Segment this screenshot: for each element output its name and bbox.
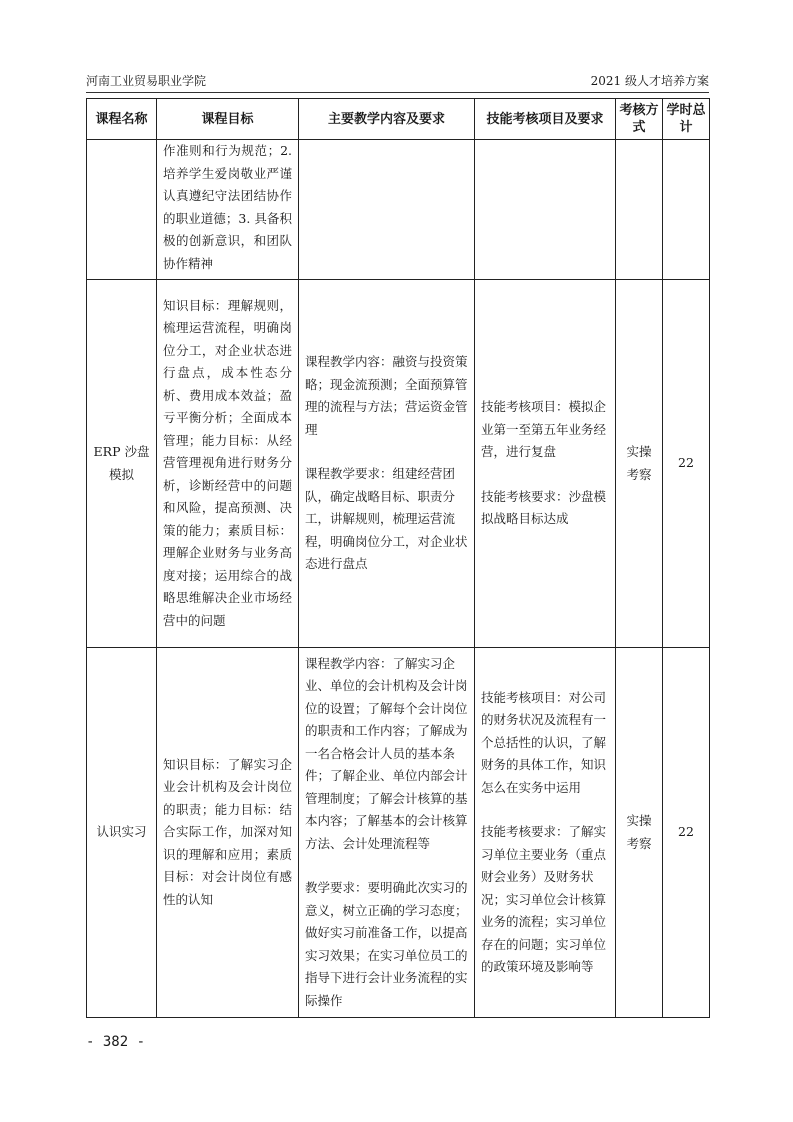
col-header-course-goal: 课程目标 xyxy=(157,99,299,140)
skill-requirement-paragraph: 技能考核要求：了解实习单位主要业务（重点财会业务）及财务状况；实习单位会计核算业务的流程；实习单位存在的问题；实习单位的政策环境及影响等 xyxy=(481,824,607,974)
course-name-cell: 认识实习 xyxy=(87,648,157,1018)
teaching-content-cell xyxy=(299,648,475,1018)
col-header-skill-assessment: 技能考核项目及要求 xyxy=(475,99,616,140)
course-name-cell xyxy=(87,140,157,280)
skill-assessment-cell xyxy=(475,280,616,648)
total-hours-cell: 22 xyxy=(663,280,710,648)
teaching-requirement-paragraph: 教学要求：要明确此次实习的意义，树立正确的学习态度；做好实习前准备工作，以提高实习效果；在实习单位员工的指导下进行会计业务流程的实际操作 xyxy=(305,880,468,1008)
table-row xyxy=(87,280,710,648)
skill-assessment-cell xyxy=(475,648,616,1018)
table-row xyxy=(87,648,710,1018)
col-header-assessment-method: 考核方式 xyxy=(616,99,663,140)
col-header-total-hours: 学时总计 xyxy=(663,99,710,140)
table-row xyxy=(87,140,710,280)
teaching-content-paragraph: 课程教学内容：融资与投资策略；现金流预测；全面预算管理的流程与方法；营运资金管理 xyxy=(305,354,468,437)
page-header xyxy=(86,72,709,93)
skill-item-paragraph: 技能考核项目：对公司的财务状况及流程有一个总括性的认识，了解财务的具体工作，知识怎么在实务中运用 xyxy=(481,689,607,795)
page-number: - 382 - xyxy=(86,1034,146,1050)
teaching-content-paragraph: 课程教学内容：了解实习企业、单位的会计机构及会计岗位的设置；了解每个会计岗位的职责和工作内容；了解成为一名合格会计人员的基本条件；了解企业、单位内部会计管理制度；了解会计核算的基本内容；了解基本的会计核算方法、会计处理流程等 xyxy=(305,655,468,851)
skill-assessment-cell xyxy=(475,140,616,280)
header-plan-title: 2021 级人才培养方案 xyxy=(590,74,709,88)
col-header-teaching-content: 主要教学内容及要求 xyxy=(299,99,475,140)
total-hours-cell xyxy=(663,140,710,280)
skill-requirement-paragraph: 技能考核要求：沙盘模拟战略目标达成 xyxy=(481,488,607,527)
teaching-requirement-paragraph: 课程教学要求：组建经营团队，确定战略目标、职责分工，讲解规则，梳理运营流程，明确岗位分工，对企业状态进行盘点 xyxy=(305,466,468,572)
header-school-name: 河南工业贸易职业学院 xyxy=(86,74,207,88)
teaching-content-cell xyxy=(299,140,475,280)
assessment-method-cell xyxy=(616,140,663,280)
table-header-row xyxy=(87,99,710,140)
assessment-method-cell: 实操考察 xyxy=(616,280,663,648)
skill-item-paragraph: 技能考核项目：模拟企业第一至第五年业务经营，进行复盘 xyxy=(481,399,607,460)
teaching-content-cell xyxy=(299,280,475,648)
assessment-method-cell: 实操考察 xyxy=(616,648,663,1018)
col-header-course-name: 课程名称 xyxy=(87,99,157,140)
total-hours-cell: 22 xyxy=(663,648,710,1018)
course-goal-cell: 作准则和行为规范；2. 培养学生爱岗敬业严谨认真遵纪守法团结协作的职业道德；3. 具备积极的创新意识，和团队协作精神 xyxy=(157,140,299,280)
course-goal-cell: 知识目标：理解规则，梳理运营流程，明确岗位分工，对企业状态进行盘点，成本性态分析、费用成本效益；盈亏平衡分析；全面成本管理；能力目标：从经营管理视角进行财务分析，诊断经营中的问题和风险，提高预测、决策的能力；素质目标：理解企业财务与业务高度对接；运用综合的战略思维解决企业市场经营中的问题 xyxy=(157,280,299,648)
course-name-cell: ERP 沙盘模拟 xyxy=(87,280,157,648)
curriculum-table xyxy=(86,98,710,1018)
course-goal-cell: 知识目标：了解实习企业会计机构及会计岗位的职责；能力目标：结合实际工作，加深对知识的理解和应用；素质目标：对会计岗位有感性的认知 xyxy=(157,648,299,1018)
